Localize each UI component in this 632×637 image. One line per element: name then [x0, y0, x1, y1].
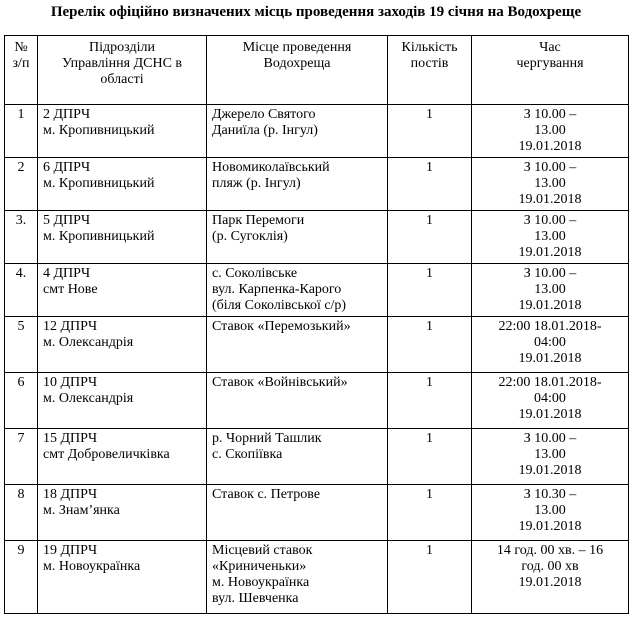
- row-number: 8: [5, 485, 38, 541]
- header-posts: Кількість постів: [388, 36, 472, 105]
- table-row: [5, 373, 629, 429]
- row-place: Ставок с. Петрове: [207, 485, 388, 541]
- row-number: 9: [5, 541, 38, 614]
- row-place: Місцевий ставок «Криниченьки» м. Новоукраїнка вул. Шевченка: [207, 541, 388, 614]
- row-number: 4.: [5, 264, 38, 317]
- header-time: Час чергування: [472, 36, 629, 105]
- row-unit: 18 ДПРЧ м. Знам’янка: [38, 485, 207, 541]
- row-posts: 1: [388, 105, 472, 158]
- table-header-row: [5, 36, 629, 105]
- table-row: [5, 264, 629, 317]
- row-unit: 12 ДПРЧ м. Олександрія: [38, 317, 207, 373]
- table-row: [5, 485, 629, 541]
- row-unit: 5 ДПРЧ м. Кропивницький: [38, 211, 207, 264]
- table-row: [5, 541, 629, 614]
- row-time: З 10.30 – 13.00 19.01.2018: [472, 485, 629, 541]
- row-unit: 6 ДПРЧ м. Кропивницький: [38, 158, 207, 211]
- events-table: [4, 35, 629, 614]
- row-time: 22:00 18.01.2018- 04:00 19.01.2018: [472, 317, 629, 373]
- row-posts: 1: [388, 541, 472, 614]
- row-number: 2: [5, 158, 38, 211]
- row-place: Джерело Святого Даниїла (р. Інгул): [207, 105, 388, 158]
- row-unit: 15 ДПРЧ смт Добровеличківка: [38, 429, 207, 485]
- row-posts: 1: [388, 373, 472, 429]
- row-unit: 19 ДПРЧ м. Новоукраїнка: [38, 541, 207, 614]
- table-row: [5, 211, 629, 264]
- row-time: З 10.00 – 13.00 19.01.2018: [472, 264, 629, 317]
- row-unit: 10 ДПРЧ м. Олександрія: [38, 373, 207, 429]
- row-number: 6: [5, 373, 38, 429]
- row-place: Ставок «Перемозький»: [207, 317, 388, 373]
- row-time: 22:00 18.01.2018- 04:00 19.01.2018: [472, 373, 629, 429]
- row-posts: 1: [388, 485, 472, 541]
- table-row: [5, 158, 629, 211]
- row-posts: 1: [388, 264, 472, 317]
- row-posts: 1: [388, 211, 472, 264]
- row-number: 5: [5, 317, 38, 373]
- table-row: [5, 105, 629, 158]
- header-unit: Підрозділи Управління ДСНС в області: [38, 36, 207, 105]
- row-unit: 4 ДПРЧ смт Нове: [38, 264, 207, 317]
- row-posts: 1: [388, 158, 472, 211]
- row-posts: 1: [388, 317, 472, 373]
- row-place: Новомиколаївський пляж (р. Інгул): [207, 158, 388, 211]
- row-time: 14 год. 00 хв. – 16 год. 00 хв 19.01.2018: [472, 541, 629, 614]
- header-place: Місце проведення Водохреща: [207, 36, 388, 105]
- row-unit: 2 ДПРЧ м. Кропивницький: [38, 105, 207, 158]
- row-time: З 10.00 – 13.00 19.01.2018: [472, 105, 629, 158]
- row-place: с. Соколівське вул. Карпенка-Карого (біля Соколівської с/р): [207, 264, 388, 317]
- row-posts: 1: [388, 429, 472, 485]
- table-row: [5, 317, 629, 373]
- row-number: 3.: [5, 211, 38, 264]
- row-place: Парк Перемоги (р. Сугоклія): [207, 211, 388, 264]
- row-number: 1: [5, 105, 38, 158]
- row-time: З 10.00 – 13.00 19.01.2018: [472, 158, 629, 211]
- row-place: р. Чорний Ташлик с. Скопіївка: [207, 429, 388, 485]
- table-row: [5, 429, 629, 485]
- row-time: З 10.00 – 13.00 19.01.2018: [472, 429, 629, 485]
- row-place: Ставок «Войнівський»: [207, 373, 388, 429]
- header-number: № з/п: [5, 36, 38, 105]
- row-number: 7: [5, 429, 38, 485]
- row-time: З 10.00 – 13.00 19.01.2018: [472, 211, 629, 264]
- document-title: Перелік офіційно визначених місць проведення заходів 19 січня на Водохреще: [50, 4, 582, 20]
